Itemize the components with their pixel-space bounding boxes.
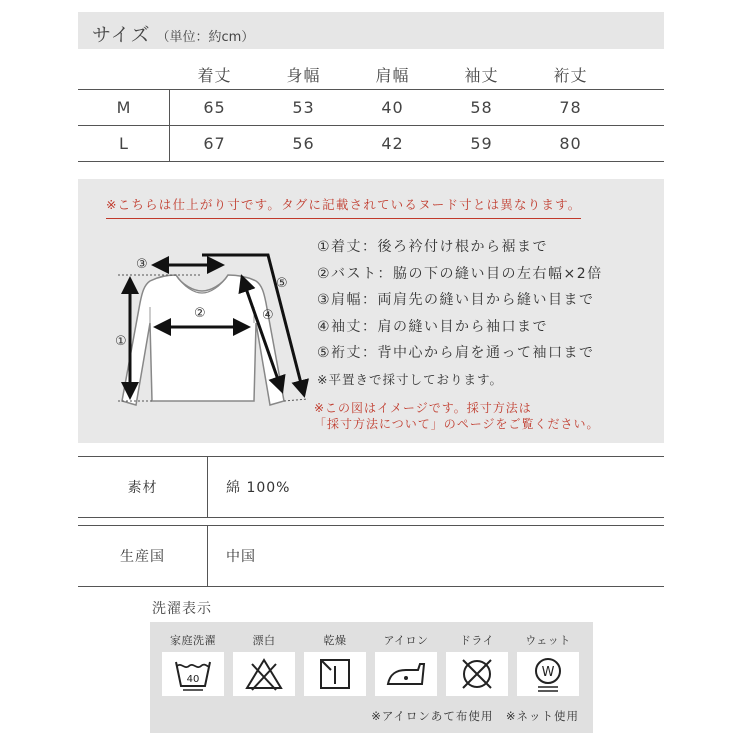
figure-note-line-2: 「採寸方法について」のページをご覧ください。 [314, 417, 600, 431]
wet-clean-gentle-icon [528, 654, 568, 694]
row-label: L [78, 126, 170, 161]
shirt-diagram [98, 241, 318, 421]
size-table [78, 60, 664, 162]
material-value: 綿 100% [226, 480, 291, 496]
column-header: 肩幅 [375, 66, 410, 85]
origin-value: 中国 [226, 549, 256, 565]
wet-clean-mark: W [541, 665, 555, 680]
table-cell: 42 [381, 134, 404, 153]
table-cell: 58 [470, 98, 493, 117]
wash-tub-40-icon [173, 656, 213, 692]
table-cell: 65 [203, 98, 226, 117]
product-info-table [78, 456, 664, 594]
table-row [78, 90, 664, 126]
wash-item-home-wash [162, 632, 224, 696]
size-title: サイズ [92, 24, 151, 46]
no-bleach-icon [244, 656, 284, 692]
size-table-header [78, 60, 664, 90]
table-cell: 67 [203, 134, 226, 153]
wash-label: ウェット [525, 634, 571, 647]
iron-low-icon [384, 656, 428, 692]
wash-item-bleach [233, 632, 295, 696]
material-label: 素材 [78, 457, 208, 517]
row-label: M [78, 90, 170, 125]
material-row [78, 456, 664, 518]
table-cell: 53 [292, 98, 315, 117]
marker-2: ② [194, 306, 206, 321]
wash-title: 洗濯表示 [152, 601, 212, 617]
legend-item: ①着丈：後ろ衿付け根から裾まで [317, 239, 549, 255]
marker-3: ③ [136, 257, 148, 272]
measurement-legend [317, 234, 603, 393]
table-row [78, 126, 664, 162]
wash-item-iron [375, 632, 437, 696]
shirt-outline [122, 275, 284, 405]
wash-label: 漂白 [252, 634, 276, 647]
finished-size-notice: ※こちらは仕上がり寸です。タグに記載されているヌード寸とは異なります。 [106, 195, 581, 219]
measurement-guide [78, 179, 664, 443]
origin-label: 生産国 [78, 526, 208, 586]
size-unit: （単位：約cm） [156, 30, 255, 45]
wash-label: ドライ [459, 634, 495, 647]
wash-item-dry [304, 632, 366, 696]
figure-note-line-1: ※この図はイメージです。採寸方法は [314, 401, 532, 415]
column-header: 袖丈 [464, 66, 499, 85]
legend-item: ④袖丈：肩の縫い目から袖口まで [317, 318, 549, 335]
marker-5: ⑤ [276, 276, 288, 291]
table-cell: 59 [470, 134, 493, 153]
table-cell: 80 [559, 134, 582, 153]
legend-item: ②バスト：脇の下の縫い目の左右幅×2倍 [317, 265, 603, 282]
size-table-corner [78, 60, 170, 89]
marker-1: ① [115, 334, 127, 349]
table-cell: 56 [292, 134, 315, 153]
wash-label: 家庭洗濯 [170, 634, 216, 647]
wash-footnote: ※アイロンあて布使用 ※ネット使用 [371, 709, 579, 723]
wash-item-dry-clean [446, 632, 508, 696]
column-header: 裄丈 [553, 66, 588, 85]
origin-row [78, 525, 664, 587]
figure-note [314, 400, 600, 432]
no-dry-clean-icon [457, 656, 497, 692]
column-header: 身幅 [286, 66, 321, 85]
column-header: 着丈 [197, 66, 232, 85]
wash-care-panel [150, 622, 593, 733]
flat-measure-note: ※平置きで採寸しております。 [317, 371, 503, 387]
guide-line [284, 399, 308, 401]
line-dry-shade-icon [315, 656, 355, 692]
wash-temp: 40 [186, 674, 200, 685]
marker-4: ④ [262, 308, 274, 323]
table-cell: 78 [559, 98, 582, 117]
wash-label: 乾燥 [323, 634, 347, 647]
legend-item: ⑤裄丈：背中心から肩を通って袖口まで [317, 345, 595, 361]
table-cell: 40 [381, 98, 404, 117]
wash-label: アイロン [383, 634, 429, 647]
wash-item-wet-clean [517, 632, 579, 696]
size-header [78, 12, 664, 49]
legend-item: ③肩幅：両肩先の縫い目から縫い目まで [317, 292, 595, 308]
